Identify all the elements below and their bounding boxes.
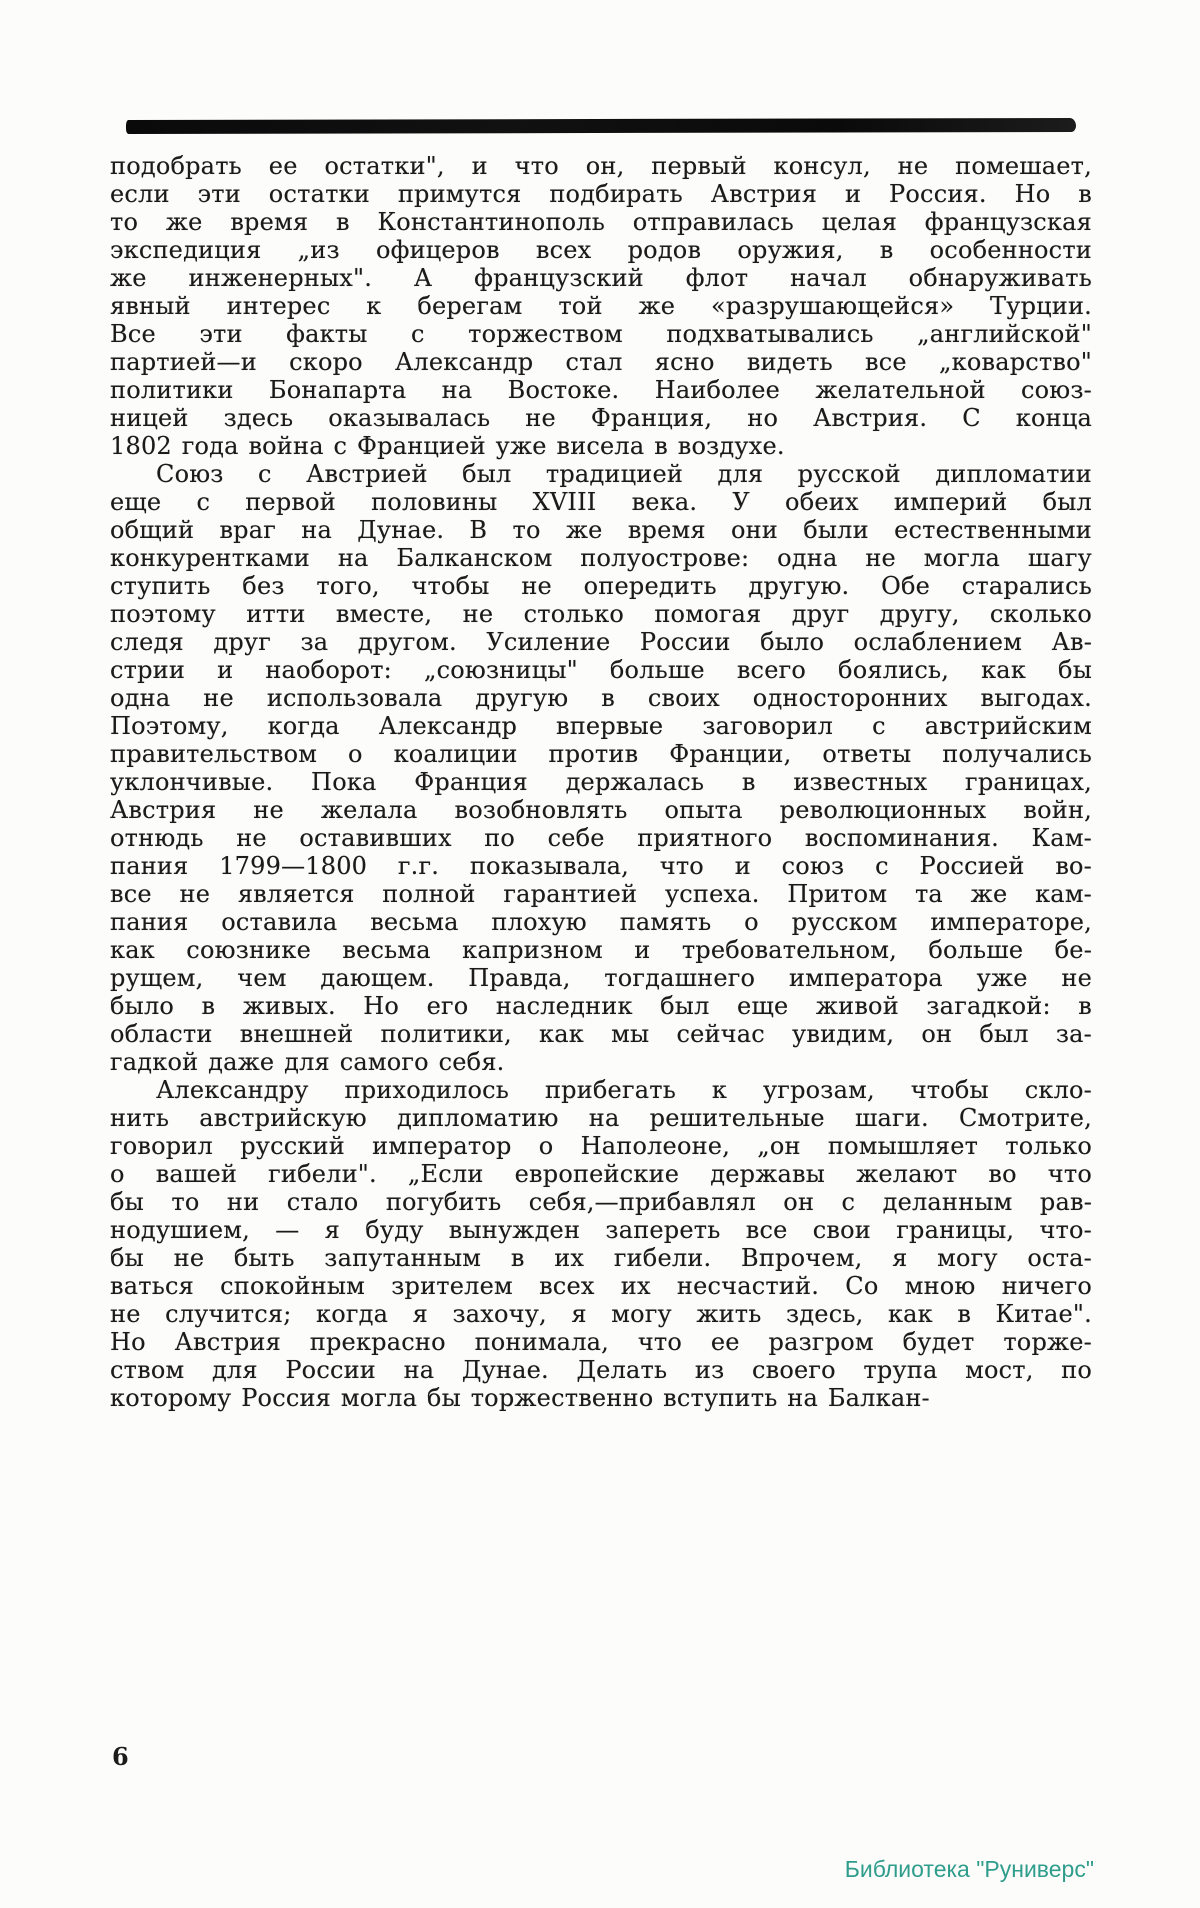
text-line: же инженерных". А французский флот начал обнаруживать [110, 264, 1092, 292]
text-line: партией—и скоро Александр стал ясно видеть все „коварство" [110, 348, 1092, 376]
text-line: все не является полной гарантией успеха. Притом та же кам- [110, 880, 1092, 908]
text-line: нить австрийскую дипломатию на решительные шаги. Смотрите, [110, 1104, 1092, 1132]
text-line: гадкой даже для самого себя. [110, 1048, 505, 1076]
text-line: общий враг на Дунае. В то же время они были естественными [110, 516, 1092, 544]
text-line: Все эти факты с торжеством подхватывались „английской" [110, 320, 1092, 348]
text-line: рущем, чем дающем. Правда, тогдашнего императора уже не [110, 964, 1092, 992]
text-line: ваться спокойным зрителем всех их несчастий. Со мною ничего [110, 1272, 1092, 1300]
text-line: 1802 года война с Францией уже висела в воздухе. [110, 432, 785, 460]
text-line: нодушием, — я буду вынужден запереть все свои границы, что- [110, 1216, 1092, 1244]
text-line: о вашей гибели". „Если европейские державы желают во что [110, 1160, 1092, 1188]
watermark: Библиотека "Руниверс" [844, 1856, 1094, 1882]
text-line: экспедиция „из офицеров всех родов оружия, в особенности [110, 236, 1092, 264]
text-line: области внешней политики, как мы сейчас увидим, он был за- [110, 1020, 1092, 1048]
text-line: пания 1799—1800 г.г. показывала, что и союз с Россией во- [110, 852, 1092, 880]
text-line: ступить без того, чтобы не опередить другую. Обе старались [110, 572, 1092, 600]
text-line: бы не быть запутанным в их гибели. Впрочем, я могу оста- [110, 1244, 1092, 1272]
paragraph-2 [110, 460, 1092, 1076]
header-rule [126, 118, 1076, 134]
text-line: говорил русский император о Наполеоне, „он помышляет только [110, 1132, 1092, 1160]
text-line: уклончивые. Пока Франция держалась в известных границах, [110, 768, 1092, 796]
text-line: которому Россия могла бы торжественно вступить на Балкан- [110, 1384, 930, 1412]
text-line: следя друг за другом. Усиление России было ослаблением Ав- [110, 628, 1092, 656]
text-line: не случится; когда я захочу, я могу жить здесь, как в Китае". [110, 1300, 1092, 1328]
text-line: Поэтому, когда Александр впервые заговорил с австрийским [110, 712, 1092, 740]
page-number: 6 [112, 1742, 129, 1771]
paragraph-1 [110, 152, 1092, 460]
text-line: то же время в Константинополь отправилась целая французская [110, 208, 1092, 236]
text-line: стрии и наоборот: „союзницы" больше всего боялись, как бы [110, 656, 1092, 684]
paragraph-3 [110, 1076, 1092, 1412]
text-line: бы то ни стало погубить себя,—прибавлял он с деланным рав- [110, 1188, 1092, 1216]
text-line: правительством о коалиции против Франции, ответы получались [110, 740, 1092, 768]
text-line: пания оставила весьма плохую память о русском императоре, [110, 908, 1092, 936]
text-line: как союзнике весьма капризном и требовательном, больше бе- [110, 936, 1092, 964]
text-line: подобрать ее остатки", и что он, первый консул, не помешает, [110, 152, 1092, 180]
text-line: явный интерес к берегам той же «разрушающейся» Турции. [110, 292, 1092, 320]
text-line: если эти остатки примутся подбирать Австрия и Россия. Но в [110, 180, 1092, 208]
text-line: еще с первой половины XVIII века. У обеих империй был [110, 488, 1092, 516]
text-line: ством для России на Дунае. Делать из своего трупа мост, по [110, 1356, 1092, 1384]
text-line: Но Австрия прекрасно понимала, что ее разгром будет торже- [110, 1328, 1092, 1356]
text-line: было в живых. Но его наследник был еще живой загадкой: в [110, 992, 1092, 1020]
text-line: поэтому итти вместе, не столько помогая друг другу, сколько [110, 600, 1092, 628]
text-line: Союз с Австрией был традицией для русской дипломатии [156, 460, 1092, 488]
text-line: Австрия не желала возобновлять опыта революционных войн, [110, 796, 1092, 824]
text-block [110, 152, 1092, 1412]
text-line: ницей здесь оказывалась не Франция, но Австрия. С конца [110, 404, 1092, 432]
text-line: отнюдь не оставивших по себе приятного воспоминания. Кам- [110, 824, 1092, 852]
text-line: конкурентками на Балканском полуострове: одна не могла шагу [110, 544, 1092, 572]
text-line: одна не использовала другую в своих односторонних выгодах. [110, 684, 1092, 712]
text-line: Александру приходилось прибегать к угрозам, чтобы скло- [156, 1076, 1092, 1104]
text-line: политики Бонапарта на Востоке. Наиболее желательной союз- [110, 376, 1092, 404]
